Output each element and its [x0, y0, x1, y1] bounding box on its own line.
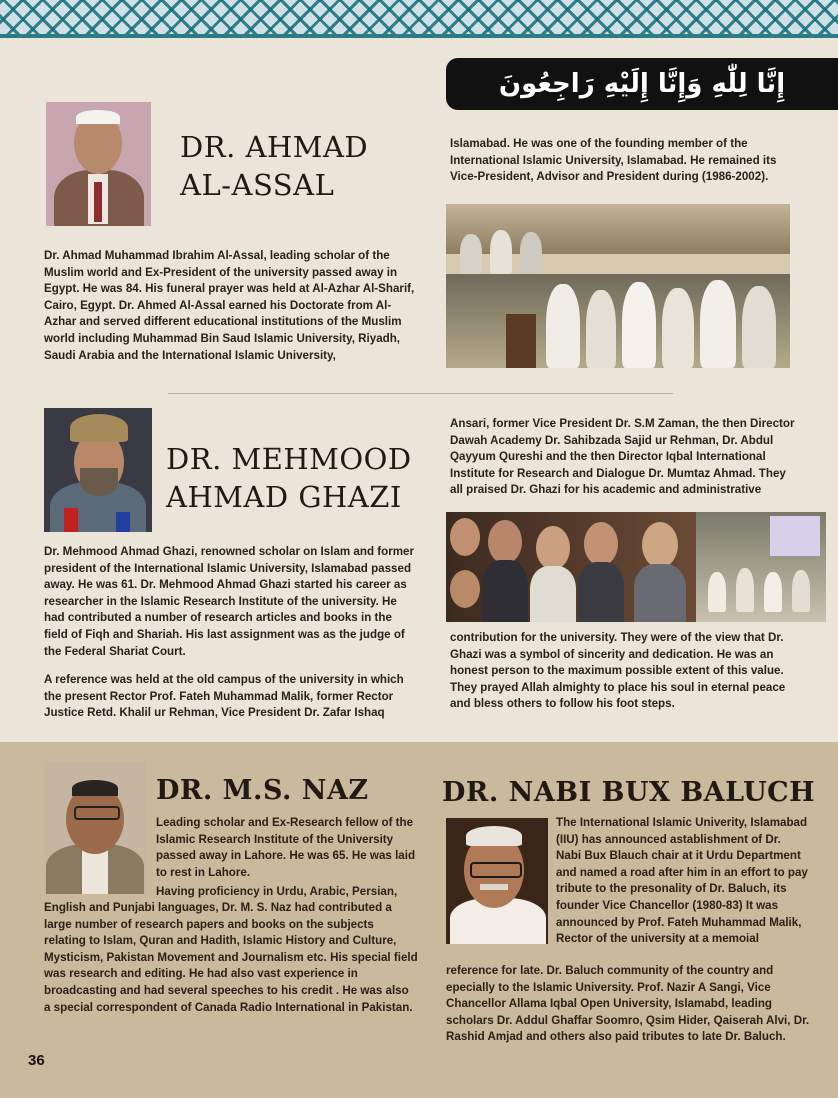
baluch-title: DR. NABI BUX BALUCH [442, 777, 816, 808]
reference-ceremony-photo [446, 512, 826, 622]
naz-paragraph-2-start: Having proficiency in Urdu, Arabic, Persian, [156, 885, 398, 898]
ghazi-title [166, 440, 412, 516]
assal-title-line2: AL-ASSAL [180, 168, 335, 202]
page-number: 36 [28, 1052, 45, 1069]
funeral-prayer-photo [446, 204, 790, 368]
naz-portrait-photo [44, 762, 146, 894]
baluch-paragraph-2: reference for late. Dr. Baluch community of the country and epecially to the Islamic University. Prof. Nazir A Sangi, Vice Chancellor Allama Iqbal Open University, Islamabd, leading scholars Dr. Addul Ghaffar Soomro, Qsim Hider, Qaiserah Alvi, Dr. Rashid Amjad and others also paid tributes to late Dr. Baluch. [446, 964, 810, 1044]
naz-paragraph-2: English and Punjabi languages, Dr. M. S. Naz had contributed a large number of research papers and books on the subjects relating to Islam, Quran and Hadith, Islamic History and Culture, Mysticism, Pakistan Movement and Journalism etc. His special field was research and editing. He had also vast experience in broadcasting and had several speeches to his credit . He was also a special correspondent of Canada Radio International in Pakistan. [44, 901, 418, 1014]
naz-title: DR. M.S. NAZ [156, 775, 369, 806]
decorative-pattern-band [0, 0, 838, 38]
ghazi-title-line1: DR. MEHMOOD [166, 442, 412, 476]
ghazi-paragraph-1: Dr. Mehmood Ahmad Ghazi, renowned scholar on Islam and former president of the International Islamic University, Islamabad passed away. He was 61. Dr. Mehmood Ahmad Ghazi started his career as researcher in the Islamic Research Institute of the university. He had contributed a number of research articles and books in the field of Fiqh and Shariah. His last assignment was as the judge of the Federal Shariat Court. [44, 545, 414, 658]
assal-title [180, 128, 368, 204]
condolence-banner [446, 58, 838, 110]
ghazi-portrait-photo [44, 408, 152, 532]
assal-portrait-photo [46, 102, 151, 226]
ghazi-paragraph-2: A reference was held at the old campus of the university in which the present Rector Prof. Fateh Muhammad Malik, former Rector Justice Retd. Khalil ur Rehman, Vice President Dr. Zafar Ishaq [44, 673, 404, 720]
naz-paragraph-1: Leading scholar and Ex-Research fellow of the Islamic Research Institute of the University passed away in Lahore. He was 65. He was laid to rest in Lahore. [156, 816, 416, 879]
assal-title-line1: DR. AHMAD [180, 130, 369, 164]
section-divider [168, 393, 673, 394]
baluch-portrait-photo [446, 818, 548, 944]
ghazi-paragraph-4: contribution for the university. They were of the view that Dr. Ghazi was a symbol of sincerity and dedication. He was an honest person to the maximum possible extent of this value. They prayed Allah almighty to place his soul in eternal peace and bless others to follow his foot steps. [450, 631, 786, 711]
banner-text: إِنَّا لِلّٰهِ وَإِنَّا إِلَيْهِ رَاجِعُونَ [498, 69, 786, 99]
ghazi-paragraph-3: Ansari, former Vice President Dr. S.M Zaman, the then Director Dawah Academy Dr. Sahibzada Sajid ur Rehman, Dr. Abdul Qayyum Qureshi and the then Director Iqbal International Institute for Research and Dialogue Dr. Mumtaz Ahmad. They all praised Dr. Ghazi for his academic and administrative [450, 417, 795, 497]
baluch-paragraph-1: The International Islamic Univerity, Islamabad (IIU) has announced astablishment of Dr. Nabi Bux Blauch chair at it Urdu Department and named a road after him in an effort to pay tribute to the presonality of Dr. Baluch, its founder Vice Chancellor (1980-83) It was announced by Prof. Fateh Muhammad Malik, Rector of the university at a memoial [556, 816, 808, 946]
assal-paragraph-1: Dr. Ahmad Muhammad Ibrahim Al-Assal, leading scholar of the Muslim world and Ex-President of the university passed away in Egypt. He was 84. His funeral prayer was held at Al-Azhar Al-Sharif, Cairo, Egypt. Dr. Ahmed Al-Assal earned his Doctorate from Al-Azhar and served different educational institutions of the Muslim world including Muhammad Bin Saud Islamic University, Riyadh, Saudi Arabia and the International Islamic University, [44, 249, 415, 362]
ghazi-title-line2: AHMAD GHAZI [166, 480, 402, 514]
assal-paragraph-2: Islamabad. He was one of the founding member of the International Islamic University, Islamabad. He remained its Vice-President, Advisor and President during (1986-2002). [450, 137, 777, 184]
